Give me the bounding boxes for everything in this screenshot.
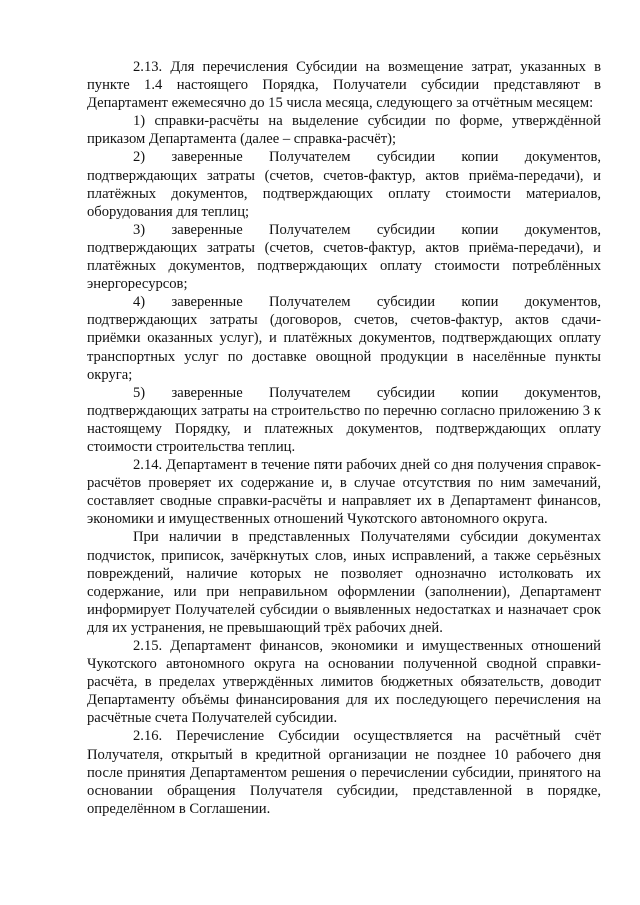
paragraph-2-14-continuation: При наличии в представленных Получателями субсидии документах подчисток, приписок, зачёркнутых слов, иных исправлений, а также серьёзных повреждений, наличие которых не позволяет однозначно истолковать их содержание, или при неправильном оформлении (заполнении), Департамент информирует Получателей субсидии о выявленных недостатках и назначает срок для их устранения, не превышающий трёх рабочих дней. — [87, 529, 601, 636]
paragraph-2-16: 2.16. Перечисление Субсидии осуществляется на расчётный счёт Получателя, открытый в кредитной организации не позднее 10 рабочего дня после принятия Департаментом решения о перечислении субсидии, принятого на основании обращения Получателя субсидии, представленной в порядке, определённом в Соглашении. — [87, 728, 601, 817]
list-item-3: 3) заверенные Получателем субсидии копии документов, подтверждающих затраты (счетов, счетов-фактур, актов приёма-передачи), и платёжных документов, подтверждающих оплату стоимости потреблённых энергоресурсов; — [87, 221, 601, 293]
paragraph-2-15: 2.15. Департамент финансов, экономики и имущественных отношений Чукотского автономного округа на основании полученной сводной справки-расчёта, в пределах утверждённых лимитов бюджетных обязательств, доводит Департаменту объёмы финансирования для их последующего перечисления на расчётные счета Получателей субсидии. — [87, 638, 601, 727]
list-item-1: 1) справки-расчёты на выделение субсидии по форме, утверждённой приказом Департамента (далее – справка-расчёт); — [87, 113, 601, 148]
list-item-5: 5) заверенные Получателем субсидии копии документов, подтверждающих затраты на строительство по перечню согласно приложению 3 к настоящему Порядку, и платежных документов, подтверждающих оплату стоимости строительства теплиц. — [87, 384, 601, 455]
paragraph-2-13: 2.13. Для перечисления Субсидии на возмещение затрат, указанных в пункте 1.4 настоящего Порядка, Получатели субсидии представляют в Департамент ежемесячно до 15 числа месяца, следующего за отчётным месяцем: — [87, 59, 601, 112]
list-item-4: 4) заверенные Получателем субсидии копии документов, подтверждающих затраты (договоров, счетов, счетов-фактур, актов сдачи-приёмки оказанных услуг), и платёжных документов, подтверждающих оплату транспортных услуг по доставке овощной продукции в населённые пункты округа; — [87, 294, 601, 383]
paragraph-2-14: 2.14. Департамент в течение пяти рабочих дней со дня получения справок-расчётов проверяет их содержание и, в случае отсутствия по ним замечаний, составляет сводные справки-расчёты и направляет их в Департамент финансов, экономики и имущественных отношений Чукотского автономного округа. — [87, 457, 601, 528]
document-page — [87, 58, 601, 818]
list-item-2: 2) заверенные Получателем субсидии копии документов, подтверждающих затраты (счетов, счетов-фактур, актов приёма-передачи), и платёжных документов, подтверждающих оплату стоимости материалов, оборудования для теплиц; — [87, 149, 601, 220]
